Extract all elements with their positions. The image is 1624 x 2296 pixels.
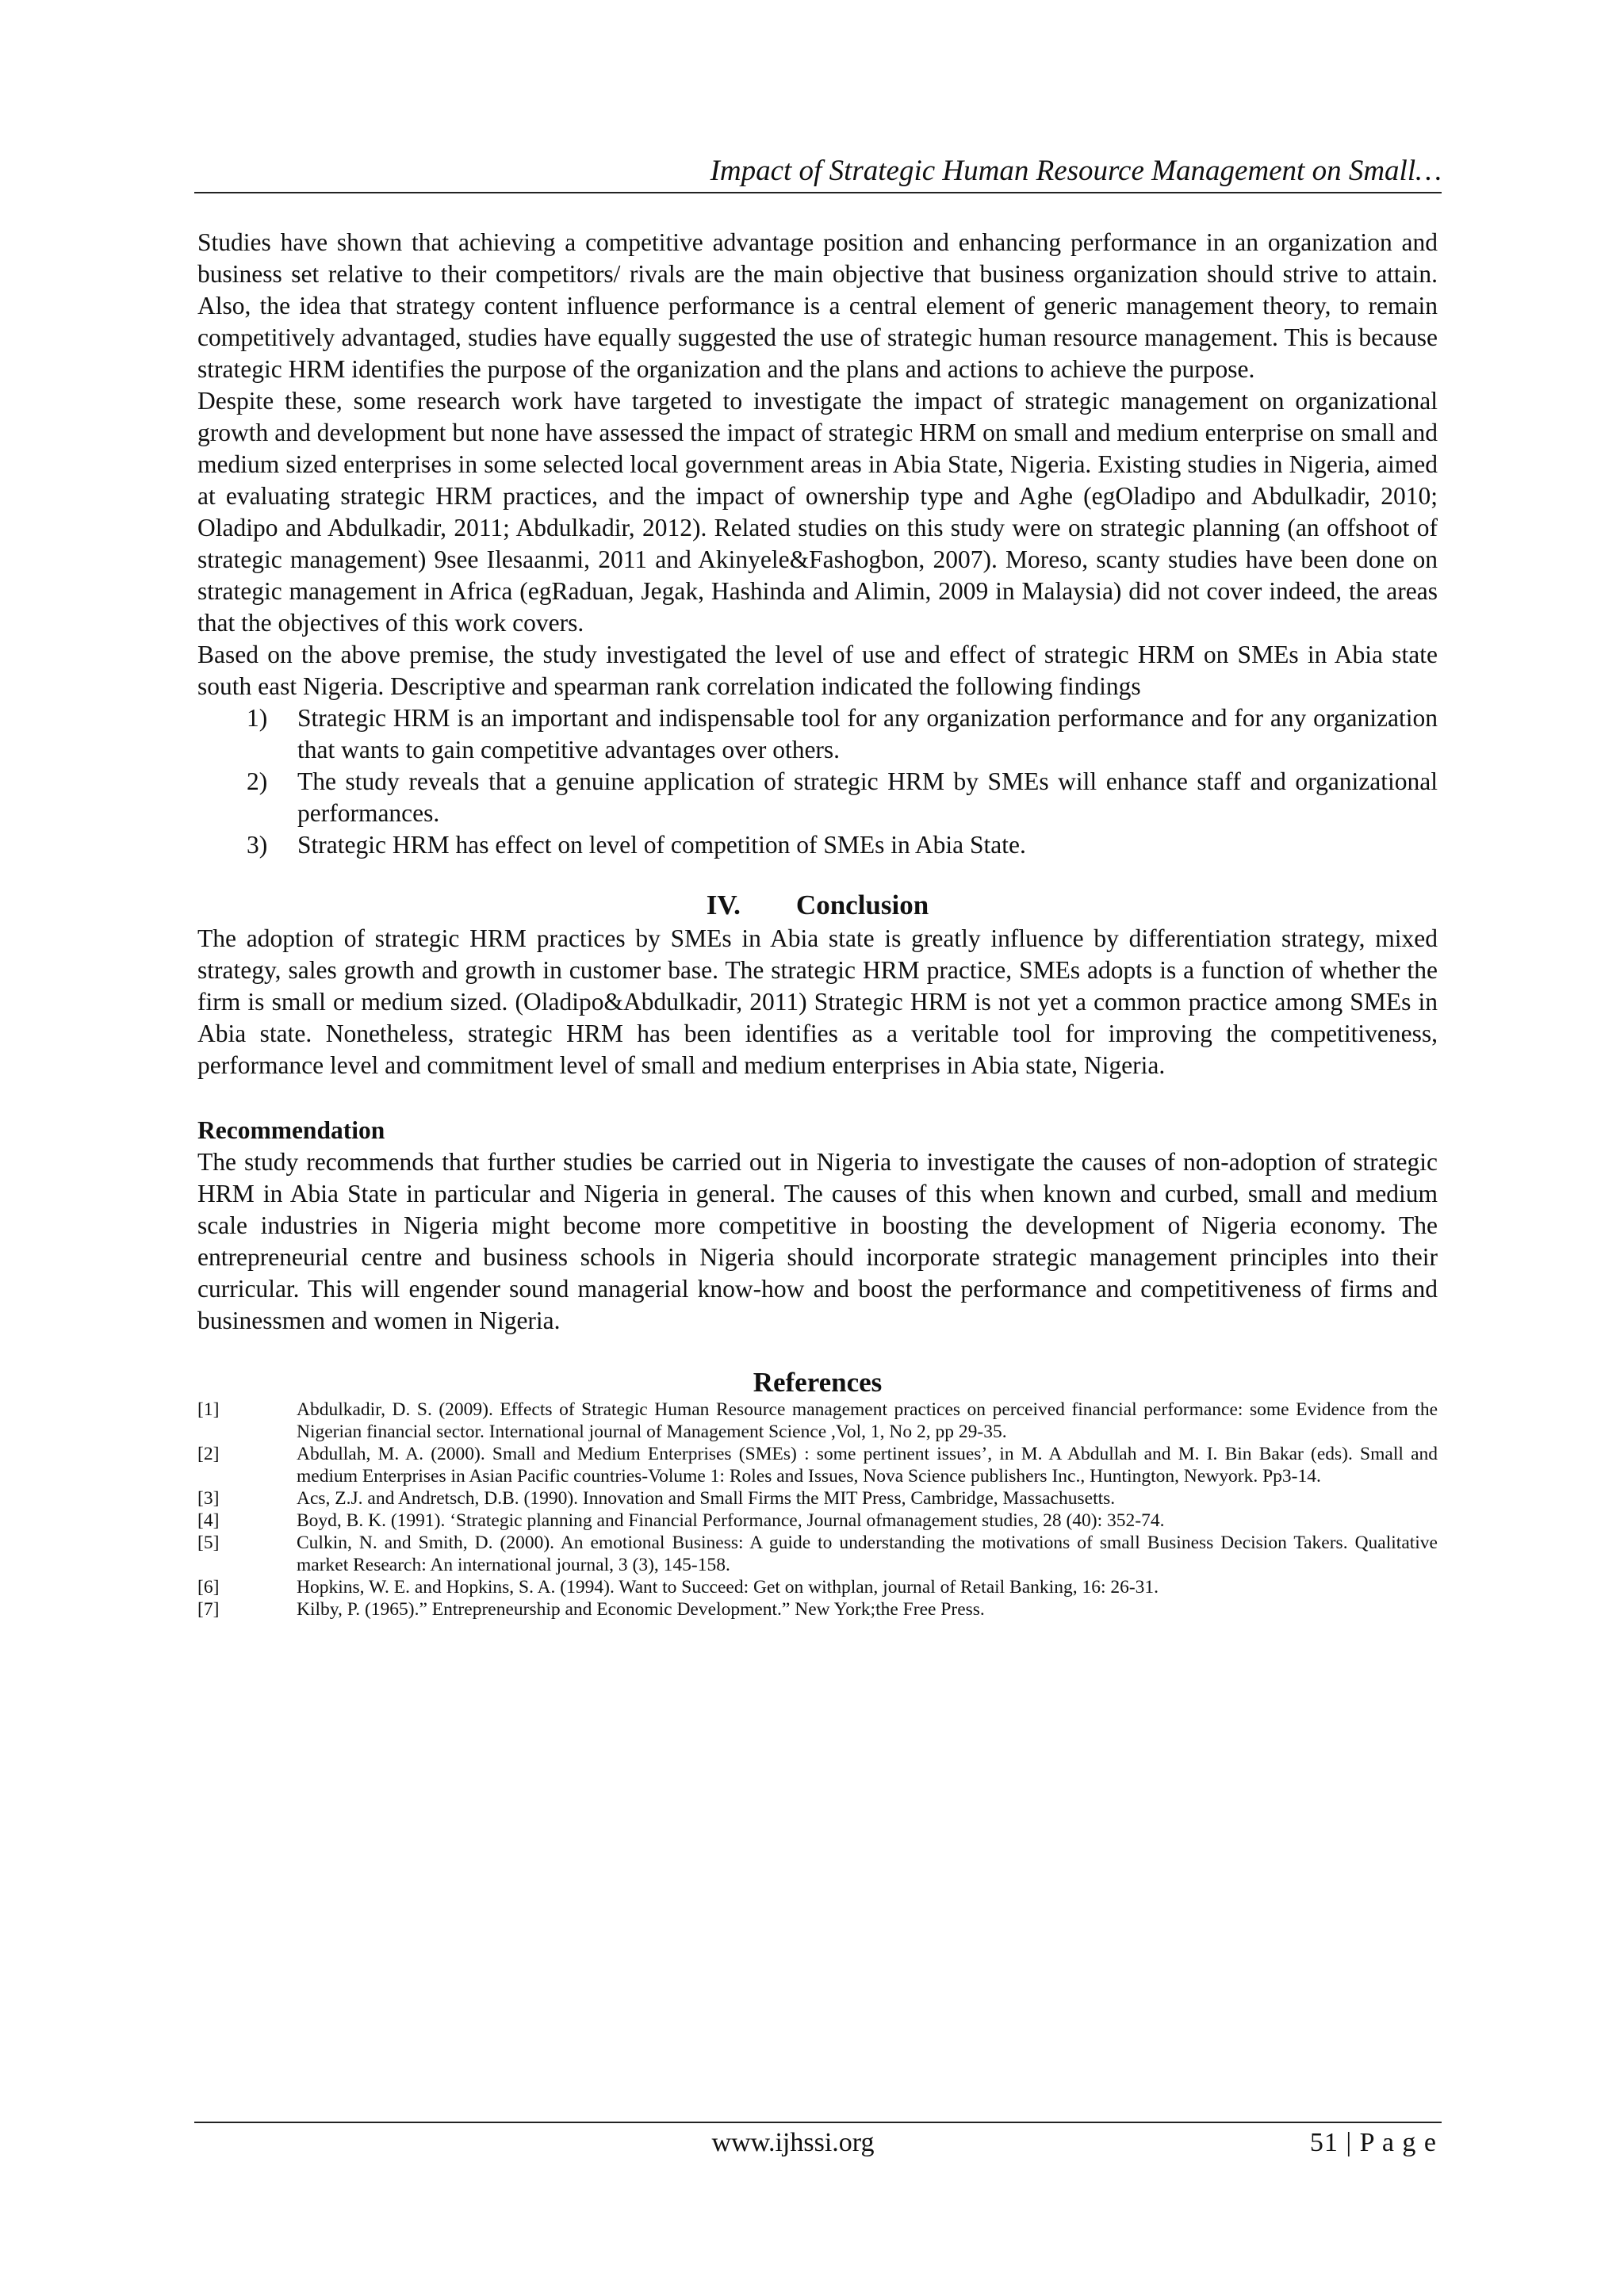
body-paragraph: Studies have shown that achieving a competitive advantage position and enhancing performance in an organization and business set relative to their competitors/ rivals are the main objective that business organization should strive to attain. Also, the idea that strategy content influence performance is a central element of generic management theory, to remain competitively advantaged, studies have equally suggested the use of strategic human resource management. This is because strategic HRM identifies the purpose of the organization and the plans and actions to achieve the purpose. [197,228,1438,383]
reference-number: [6] [197,1577,220,1598]
reference-item [197,1510,1438,1532]
recommendation-heading: Recommendation [197,1116,385,1144]
references-list [197,1399,1438,1621]
reference-number: [5] [197,1533,220,1553]
section-numeral: IV. [706,890,741,920]
reference-text: Abdulkadir, D. S. (2009). Effects of Strategic Human Resource management practices on perceived financial performance: some Evidence from the Nigerian financial sector. International journal of Management Science ,Vol, 1, No 2, pp 29-35. [297,1399,1438,1442]
reference-number: [4] [197,1510,220,1531]
reference-text: Abdullah, M. A. (2000). Small and Medium Enterprises (SMEs) : some pertinent issues’, in M. A Abdullah and M. I. Bin Bakar (eds). Small and medium Enterprises in Asian Pacific countries-Volume 1: Roles and Issues, Nova Science publishers Inc., Huntington, Newyork. Pp3-14. [297,1444,1438,1487]
finding-item [197,766,1438,829]
finding-item [197,829,1438,861]
findings-list [197,702,1438,861]
section-title: Conclusion [795,890,929,920]
section-heading-conclusion [197,888,1438,923]
recommendation-paragraph: The study recommends that further studies be carried out in Nigeria to investigate the causes of non-adoption of strategic HRM in Abia State in particular and Nigeria in general. The causes of this when known and curbed, small and medium scale industries in Nigeria might become more competitive in boosting the development of Nigeria economy. The entrepreneurial centre and business schools in Nigeria should incorporate strategic management principles into their curricular. This will engender sound managerial know-how and boost the performance and competitiveness of firms and businessmen and women in Nigeria. [197,1148,1438,1334]
running-header: Impact of Strategic Human Resource Management on Small… [710,155,1442,187]
reference-number: [7] [197,1599,220,1620]
reference-text: Culkin, N. and Smith, D. (2000). An emotional Business: A guide to understanding the motivations of small Business Decision Takers. Qualitative market Research: An international journal, 3 (3), 145-158. [297,1533,1438,1575]
reference-item [197,1487,1438,1510]
reference-text: Boyd, B. K. (1991). ‘Strategic planning and Financial Performance, Journal ofmanagement studies, 28 (40): 352-74. [297,1510,1165,1531]
reference-item [197,1598,1438,1621]
finding-item [197,702,1438,766]
finding-text: The study reveals that a genuine application of strategic HRM by SMEs will enhance staff and organizational performances. [297,767,1438,827]
footer-page-number: 51 | P a g e [1309,2128,1437,2157]
finding-number: 2) [247,767,268,795]
reference-number: [2] [197,1444,220,1464]
finding-number: 3) [247,831,268,859]
footer-rule [194,2122,1442,2123]
header-rule [194,192,1442,193]
reference-text: Acs, Z.J. and Andretsch, D.B. (1990). Innovation and Small Firms the MIT Press, Cambridge, Massachusetts. [297,1488,1116,1509]
reference-item [197,1532,1438,1576]
reference-text: Kilby, P. (1965).” Entrepreneurship and Economic Development.” New York;the Free Press. [297,1599,985,1620]
reference-item [197,1443,1438,1487]
finding-text: Strategic HRM is an important and indispensable tool for any organization performance and for any organization that wants to gain competitive advantages over others. [297,704,1438,763]
reference-number: [1] [197,1399,220,1420]
footer-journal-url: www.ijhssi.org [711,2128,875,2157]
body-paragraph: Despite these, some research work have targeted to investigate the impact of strategic management on organizational growth and development but none have assessed the impact of strategic HRM on small and medium enterprise on small and medium sized enterprises in some selected local government areas in Abia State, Nigeria. Existing studies in Nigeria, aimed at evaluating strategic HRM practices, and the impact of ownership type and Aghe (egOladipo and Abdulkadir, 2010; Oladipo and Abdulkadir, 2011; Abdulkadir, 2012). Related studies on this study were on strategic planning (an offshoot of strategic management) 9see Ilesaanmi, 2011 and Akinyele&Fashogbon, 2007). Moreso, scanty studies have been done on strategic management in Africa (egRaduan, Jegak, Hashinda and Alimin, 2009 in Malaysia) did not cover indeed, the areas that the objectives of this work covers. [197,387,1438,637]
page-content [197,227,1438,1621]
body-paragraph: Based on the above premise, the study investigated the level of use and effect of strategic HRM on SMEs in Abia state south east Nigeria. Descriptive and spearman rank correlation indicated the following findings [197,641,1438,700]
finding-number: 1) [247,704,268,732]
reference-text: Hopkins, W. E. and Hopkins, S. A. (1994). Want to Succeed: Get on withplan, journal of Retail Banking, 16: 26-31. [297,1577,1159,1598]
finding-text: Strategic HRM has effect on level of competition of SMEs in Abia State. [297,831,1026,859]
reference-number: [3] [197,1488,220,1509]
reference-item [197,1399,1438,1443]
conclusion-paragraph: The adoption of strategic HRM practices by SMEs in Abia state is greatly influence by differentiation strategy, mixed strategy, sales growth and growth in customer base. The strategic HRM practice, SMEs adopts is a function of whether the firm is small or medium sized. (Oladipo&Abdulkadir, 2011) Strategic HRM is not yet a common practice among SMEs in Abia state. Nonetheless, strategic HRM has been identifies as a veritable tool for improving the competitiveness, performance level and commitment level of small and medium enterprises in Abia state, Nigeria. [197,924,1438,1079]
references-heading: References [753,1367,883,1398]
reference-item [197,1576,1438,1598]
